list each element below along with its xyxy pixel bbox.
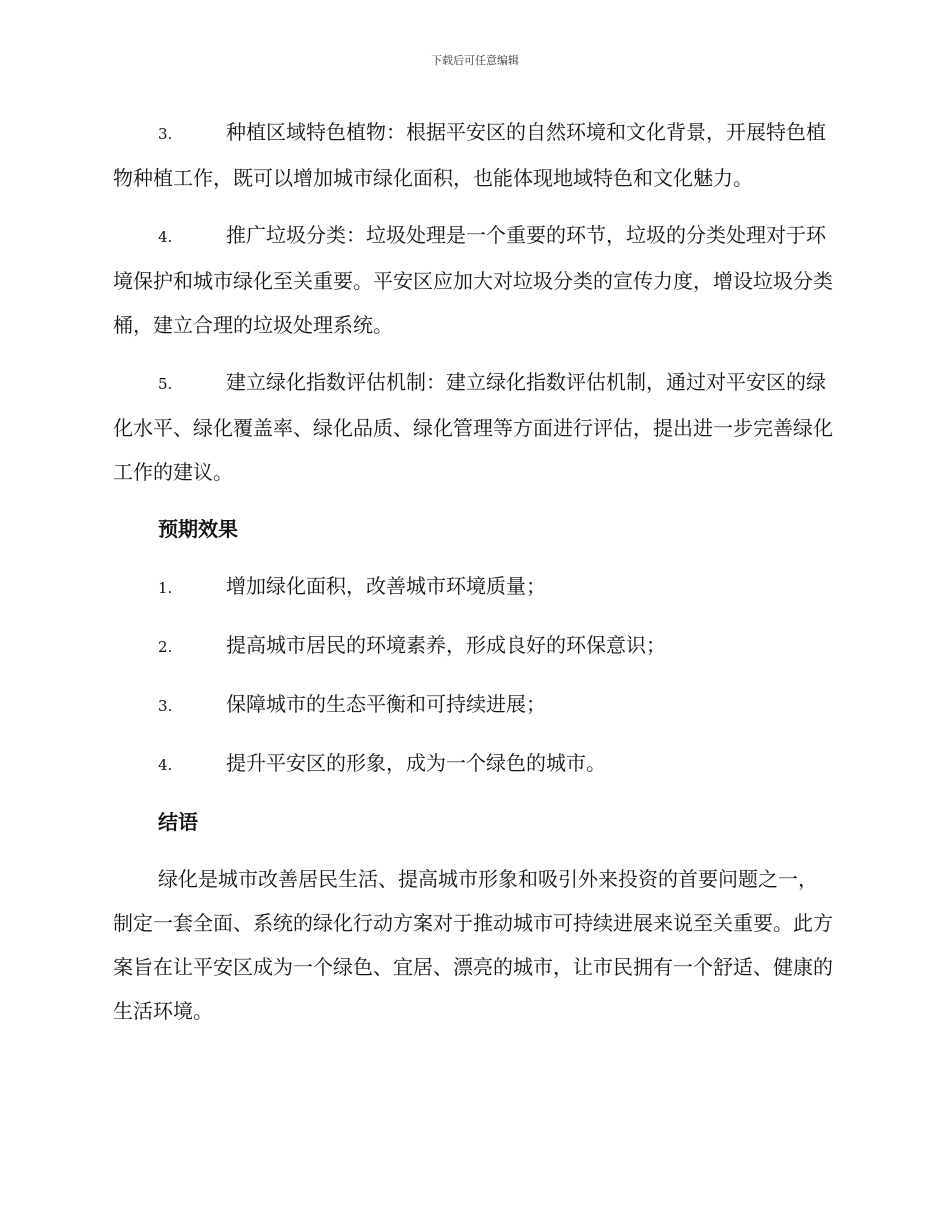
- document-body: [113, 110, 835, 1033]
- page-header: 下载后可任意编辑: [431, 54, 519, 67]
- effect-item-1: [113, 564, 835, 610]
- list-number: 3.: [158, 697, 173, 715]
- measure-item-5: [113, 360, 835, 494]
- list-text: 保障城市的生态平衡和可持续进展；: [226, 692, 546, 716]
- effect-item-2: [113, 623, 835, 669]
- conclusion-heading: 结语: [158, 810, 198, 834]
- conclusion-paragraph: 绿化是城市改善居民生活、提高城市形象和吸引外来投资的首要问题之一，制定一套全面、系统的绿化行动方案对于推动城市可持续进展来说至关重要。此方案旨在让平安区成为一个绿色、宜居、漂亮的城市，让市民拥有一个舒适、健康的生活环境。: [113, 867, 833, 1023]
- list-number: 2.: [158, 638, 173, 656]
- list-text: 提高城市居民的环境素养，形成良好的环保意识；: [226, 633, 666, 657]
- effect-item-4: [113, 741, 835, 787]
- list-number: 3.: [158, 125, 173, 143]
- measure-item-4: [113, 213, 835, 347]
- list-text: 增加绿化面积，改善城市环境质量；: [226, 574, 546, 598]
- list-text: 种植区域特色植物：根据平安区的自然环境和文化背景，开展特色植物种植工作，既可以增加城市绿化面积，也能体现地域特色和文化魅力。: [113, 120, 826, 190]
- list-text: 建立绿化指数评估机制：建立绿化指数评估机制，通过对平安区的绿化水平、绿化覆盖率、绿化品质、绿化管理等方面进行评估，提出进一步完善绿化工作的建议。: [113, 370, 833, 484]
- list-number: 4.: [158, 228, 173, 246]
- list-number: 4.: [158, 756, 173, 774]
- effect-item-3: [113, 682, 835, 728]
- effects-heading: 预期效果: [158, 517, 238, 541]
- list-text: 推广垃圾分类：垃圾处理是一个重要的环节，垃圾的分类处理对于环境保护和城市绿化至关重要。平安区应加大对垃圾分类的宣传力度，增设垃圾分类桶，建立合理的垃圾处理系统。: [113, 223, 833, 337]
- list-text: 提升平安区的形象，成为一个绿色的城市。: [226, 751, 606, 775]
- measure-item-3: [113, 110, 835, 200]
- list-number: 1.: [158, 579, 173, 597]
- list-number: 5.: [158, 375, 173, 393]
